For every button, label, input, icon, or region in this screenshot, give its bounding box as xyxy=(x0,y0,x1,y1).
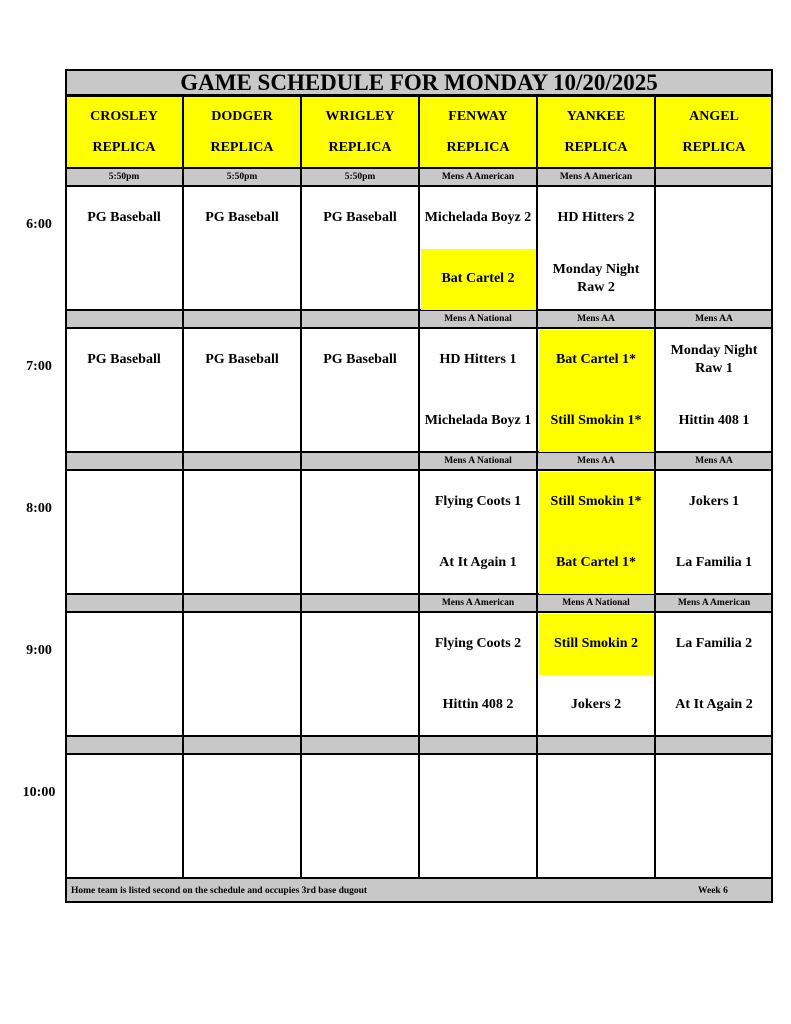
game-away: La Familia 2 xyxy=(675,636,753,651)
sheet-border xyxy=(65,69,773,903)
division-label: Mens A National xyxy=(419,452,537,470)
time-label: 8:00 xyxy=(26,501,52,516)
game-away: Flying Coots 2 xyxy=(434,636,522,651)
division-label: Mens A American xyxy=(537,168,655,186)
game-away: PG Baseball xyxy=(205,210,279,225)
venue-sub: REPLICA xyxy=(682,139,746,155)
game-away: Still Smokin 1* xyxy=(539,472,654,533)
venue-name: YANKEE xyxy=(566,108,626,124)
time-label: 10:00 xyxy=(22,785,56,800)
game-home: Hittin 408 1 xyxy=(678,413,750,428)
game-away: PG Baseball xyxy=(205,352,279,367)
division-label: Mens A American xyxy=(655,594,773,612)
game-away: PG Baseball xyxy=(323,210,397,225)
game-away: Still Smokin 2 xyxy=(539,614,654,675)
division-label: Mens A National xyxy=(537,594,655,612)
game-away: Bat Cartel 1* xyxy=(539,330,654,391)
venue-sub: REPLICA xyxy=(328,139,392,155)
venue-sub: REPLICA xyxy=(564,139,628,155)
division-label: Mens AA xyxy=(655,452,773,470)
time-label: 7:00 xyxy=(26,359,52,374)
game-away: Flying Coots 1 xyxy=(434,494,522,509)
division-label: Mens A American xyxy=(419,594,537,612)
game-home: Hittin 408 2 xyxy=(442,697,514,712)
game-away: HD Hitters 1 xyxy=(439,352,517,367)
game-home: Bat Cartel 2 xyxy=(421,249,536,310)
game-home: Bat Cartel 1* xyxy=(539,533,654,594)
venue-sub: REPLICA xyxy=(92,139,156,155)
game-away: Michelada Boyz 2 xyxy=(424,210,532,225)
division-label: 5:50pm xyxy=(301,168,419,186)
game-home: At It Again 2 xyxy=(675,697,753,712)
game-home: Michelada Boyz 1 xyxy=(424,413,532,428)
game-away: Monday Night Raw 1 xyxy=(670,343,758,376)
game-away: Jokers 1 xyxy=(688,494,740,509)
time-label: 6:00 xyxy=(26,217,52,232)
division-label: Mens AA xyxy=(537,452,655,470)
venue-name: FENWAY xyxy=(448,108,508,124)
venue-sub: REPLICA xyxy=(446,139,510,155)
game-home: La Familia 1 xyxy=(675,555,753,570)
division-label: Mens A American xyxy=(419,168,537,186)
game-away: HD Hitters 2 xyxy=(557,210,635,225)
venue-name: WRIGLEY xyxy=(325,108,395,124)
game-home: At It Again 1 xyxy=(439,555,517,570)
footer-note: Home team is listed second on the schedule and occupies 3rd base dugout xyxy=(71,886,368,896)
game-home: Still Smokin 1* xyxy=(539,391,654,452)
week-label: Week 6 xyxy=(698,886,728,896)
game-away: PG Baseball xyxy=(323,352,397,367)
game-home: Monday Night Raw 2 xyxy=(552,262,640,295)
division-label: Mens AA xyxy=(537,310,655,328)
venue-name: CROSLEY xyxy=(90,108,158,124)
venue-name: DODGER xyxy=(211,108,273,124)
venue-sub: REPLICA xyxy=(210,139,274,155)
game-away: PG Baseball xyxy=(87,352,161,367)
division-label: Mens A National xyxy=(419,310,537,328)
division-label: Mens AA xyxy=(655,310,773,328)
division-label: 5:50pm xyxy=(183,168,301,186)
division-label: 5:50pm xyxy=(65,168,183,186)
schedule-title: GAME SCHEDULE FOR MONDAY 10/20/2025 xyxy=(65,69,773,96)
game-away: PG Baseball xyxy=(87,210,161,225)
venue-name: ANGEL xyxy=(689,108,739,124)
game-home: Jokers 2 xyxy=(570,697,622,712)
time-label: 9:00 xyxy=(26,643,52,658)
